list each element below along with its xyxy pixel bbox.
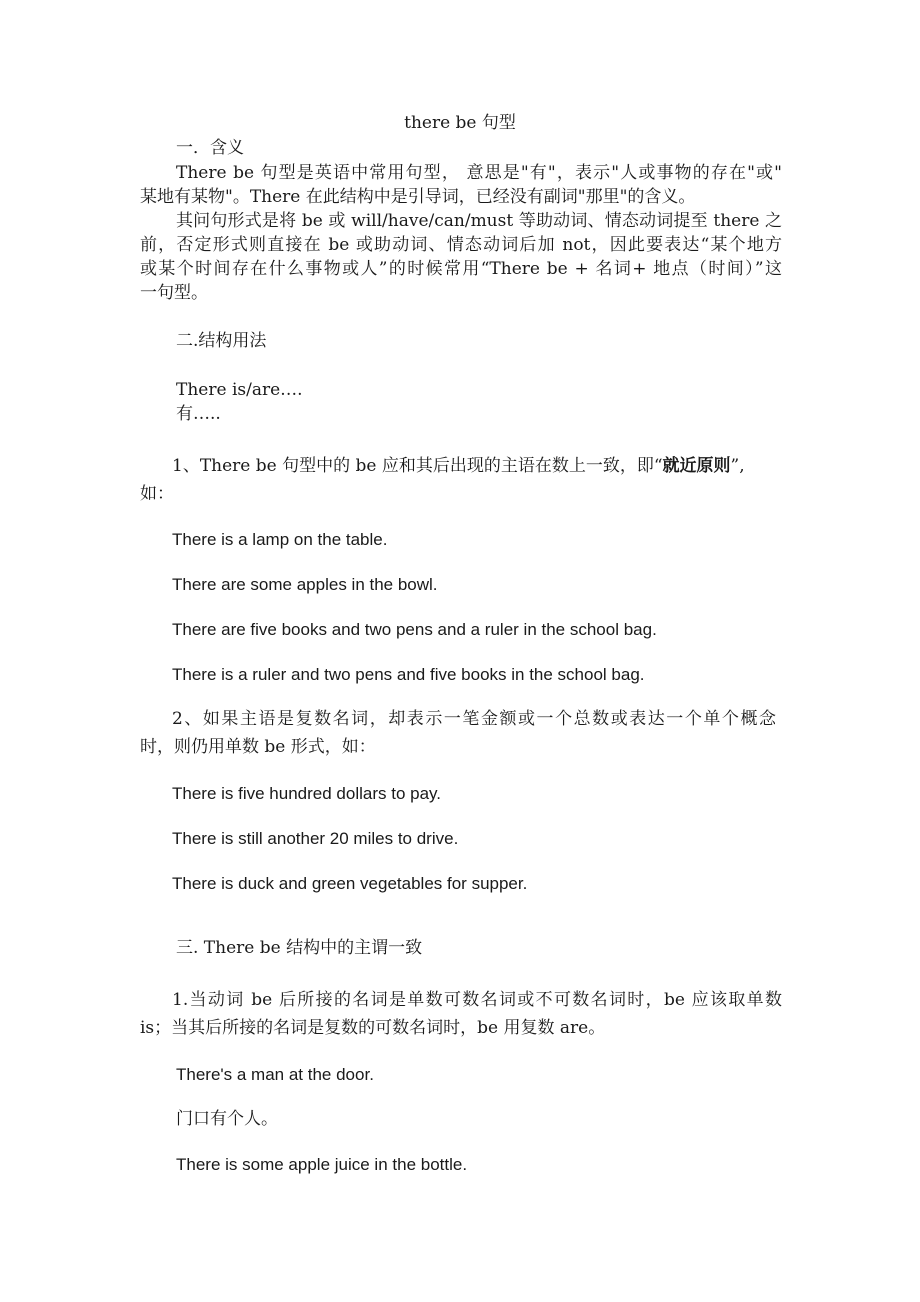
section-3-example-1-en: There's a man at the door. <box>176 1065 374 1084</box>
rule-1-line-1 <box>172 455 745 477</box>
rule-1-suffix: ”, <box>730 456 745 476</box>
example-1-3: There are five books and two pens and a ruler in the school bag. <box>172 620 657 639</box>
document-title: there be 句型 <box>404 113 516 133</box>
section-1-para-2-line-4: 一句型。 <box>140 283 208 303</box>
pattern-english: There is/are…. <box>176 380 303 400</box>
example-1-1: There is a lamp on the table. <box>172 530 388 549</box>
example-2-2: There is still another 20 miles to drive. <box>172 829 459 848</box>
section-1-para-2-line-1: 其问句形式是将 be 或 will/have/can/must 等助动词、情态动词提至 there 之 <box>176 211 782 231</box>
example-1-2: There are some apples in the bowl. <box>172 575 438 594</box>
section-1-para-1-line-1: There be 句型是英语中常用句型， 意思是"有"，表示"人或事物的存在"或" <box>176 163 782 183</box>
section-3-example-2-en: There is some apple juice in the bottle. <box>176 1155 468 1174</box>
example-2-1: There is five hundred dollars to pay. <box>172 784 441 803</box>
example-2-3: There is duck and green vegetables for supper. <box>172 874 528 893</box>
rule-1-line-2: 如： <box>140 484 174 504</box>
section-1-para-2-line-2: 前，否定形式则直接在 be 或助动词、情态动词后加 not，因此要表达“某个地方 <box>140 235 782 255</box>
rule-1-bold-term: 就近原则 <box>662 456 731 476</box>
section-1-para-2-line-3: 或某个时间存在什么事物或人”的时候常用“There be + 名词+ 地点（时间）”这 <box>140 259 782 279</box>
section-3-example-1-cn: 门口有个人。 <box>176 1109 278 1129</box>
pattern-chinese: 有….. <box>176 404 221 424</box>
section-1-para-1-line-2: 某地有某物"。There 在此结构中是引导词，已经没有副词"那里"的含义。 <box>140 187 696 207</box>
section-1-heading: 一．含义 <box>176 138 244 158</box>
section-3-heading: 三. There be 结构中的主谓一致 <box>176 938 423 958</box>
example-1-4: There is a ruler and two pens and five books in the school bag. <box>172 665 645 684</box>
rule-2-line-1: 2、如果主语是复数名词，却表示一笔金额或一个总数或表达一个单个概念 <box>172 709 776 729</box>
rule-1-prefix: 1、There be 句型中的 be 应和其后出现的主语在数上一致，即“ <box>172 456 663 476</box>
rule-2-line-2: 时，则仍用单数 be 形式，如： <box>140 737 376 757</box>
section-2-heading: 二.结构用法 <box>176 331 267 351</box>
section-3-rule-1-line-2: is；当其后所接的名词是复数的可数名词时，be 用复数 are。 <box>140 1018 606 1038</box>
section-3-rule-1-line-1: 1.当动词 be 后所接的名词是单数可数名词或不可数名词时，be 应该取单数 <box>172 990 782 1010</box>
